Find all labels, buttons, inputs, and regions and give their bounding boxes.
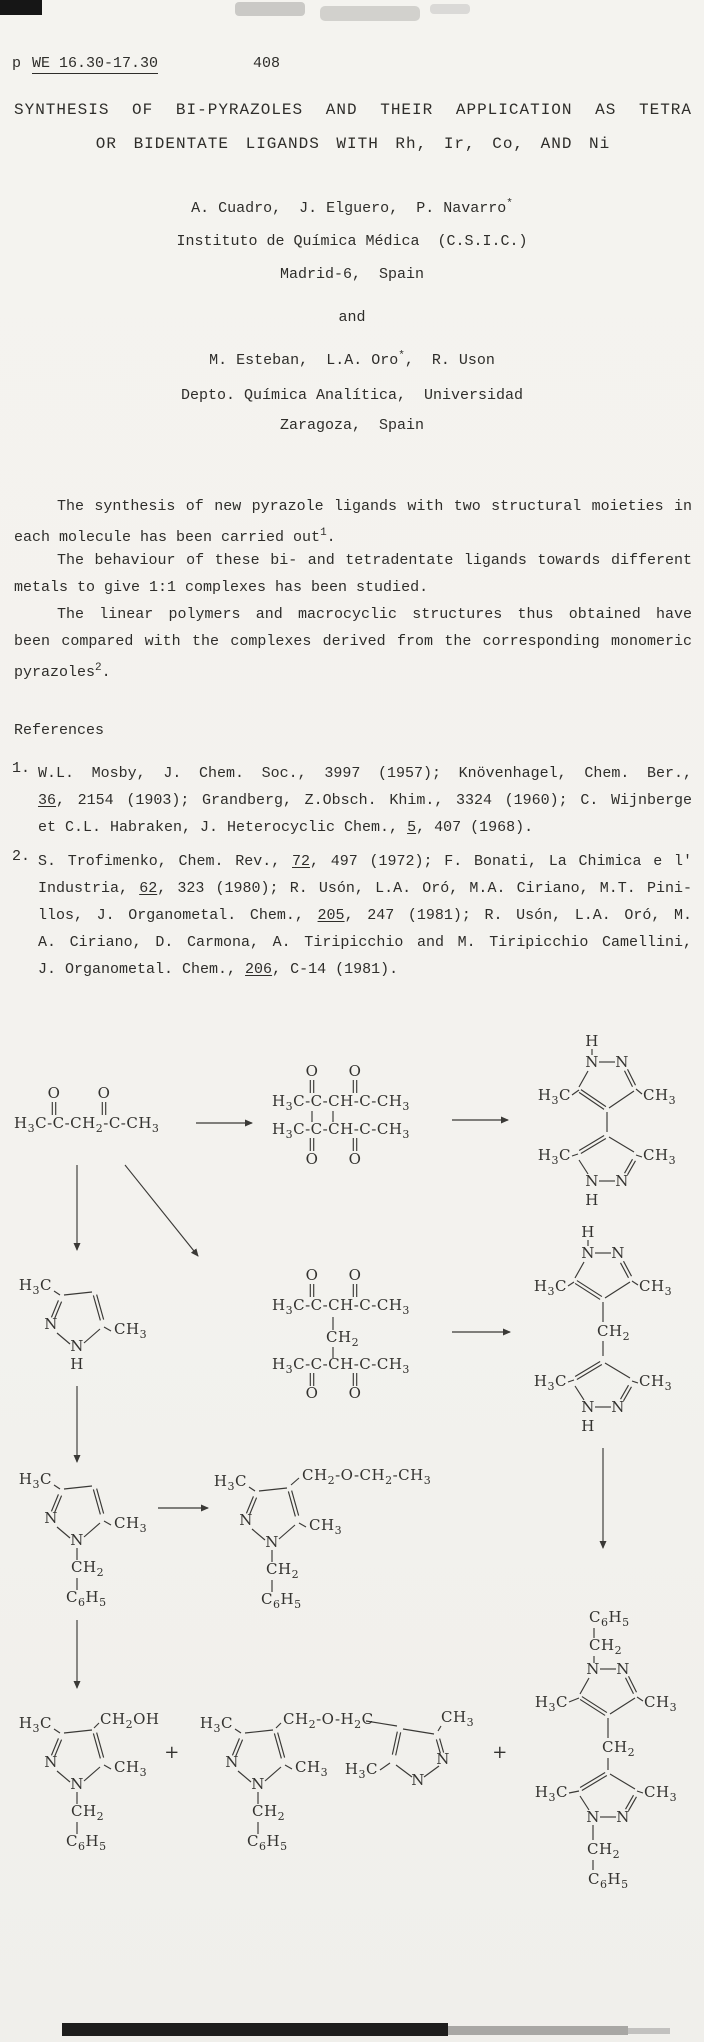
atom-label: $H_3C-C-CH-C-CH_3$ (272, 1296, 410, 1317)
atom-label: H (581, 1417, 595, 1435)
paper-title-line2: OR BIDENTATE LIGANDS WITH Rh, Ir, Co, AND Ni (95, 135, 611, 153)
bond (581, 1138, 606, 1153)
atom-label: O (305, 1266, 319, 1284)
atom-label: $H_3C-C-CH-C-CH_3$ (272, 1092, 410, 1113)
bond (64, 1730, 92, 1733)
bond (569, 1698, 579, 1702)
atom-label: N (70, 1337, 84, 1355)
atom-label: N (70, 1531, 84, 1549)
bond (628, 1069, 636, 1085)
affiliation2-line2: Zaragoza, Spain (279, 417, 425, 434)
atom-label: $CH_3$ (114, 1320, 148, 1341)
atom-label: N (615, 1053, 629, 1071)
bond (568, 1282, 574, 1286)
bond (279, 1525, 295, 1539)
atom-label: $CH_2-O-H_2C$ (283, 1710, 374, 1731)
atom-label: H (581, 1223, 595, 1241)
atom-label: O (305, 1062, 319, 1080)
bond (579, 1136, 604, 1151)
bond (285, 1765, 292, 1769)
atom-label: N (436, 1750, 450, 1768)
bond (575, 1283, 600, 1299)
atom-label: N (44, 1509, 58, 1527)
bond (625, 1678, 633, 1694)
atom-label: $CH_3$ (295, 1758, 329, 1779)
references-heading: References (14, 722, 105, 739)
atom-label: $CH_3$ (639, 1277, 673, 1298)
atom-label: $CH_2$ (326, 1328, 360, 1349)
atom-label: N (44, 1315, 58, 1333)
atom-label: O (305, 1150, 319, 1168)
atom-label: + (164, 1742, 180, 1763)
text-line: The behaviour of these bi- and tetradentate ligands towards different (57, 552, 692, 569)
reaction-arrow (125, 1165, 198, 1256)
atom-label: $CH_3$ (644, 1783, 678, 1804)
bond (579, 1071, 588, 1087)
affiliation2-line1: Depto. Química Analítica, Universidad (180, 387, 524, 404)
atom-label: $C_6H_5$ (261, 1590, 302, 1611)
atom-label: $H_3C$ (344, 1760, 378, 1781)
text-line: W.L. Mosby, J. Chem. Soc., 3997 (1957); Knövenhagel, Chem. Ber., (38, 765, 692, 782)
bond (624, 1261, 632, 1276)
bond (580, 1678, 589, 1694)
bond (609, 1137, 634, 1152)
atom-label: H (585, 1191, 599, 1209)
bond (57, 1527, 70, 1538)
atom-label: $CH_3$ (644, 1693, 678, 1714)
bond (97, 1489, 104, 1514)
atom-label: $H_3C$ (534, 1693, 568, 1714)
atom-label: N (586, 1808, 600, 1826)
bond (610, 1698, 635, 1714)
reference-2-number: 2. (12, 848, 31, 865)
text-line: metals to give 1:1 complexes has been studied. (14, 579, 429, 596)
text-line: S. Trofimenko, Chem. Rev., 72, 497 (1972); F. Bonati, La Chimica e l' (38, 853, 692, 870)
atom-label: + (492, 1742, 508, 1763)
affiliation1-line2: Madrid-6, Spain (279, 266, 425, 283)
atom-label: N (70, 1775, 84, 1793)
atom-label: O (348, 1384, 362, 1402)
header-left-mark: p (12, 55, 22, 72)
bond (577, 1281, 602, 1297)
session-code: WE 16.30-17.30 (32, 55, 159, 72)
atom-label: $CH_2$ (266, 1560, 300, 1581)
paper-title-line1: SYNTHESIS OF BI-PYRAZOLES AND THEIR APPLICATION AS TETRA (14, 101, 692, 119)
bond (637, 1697, 643, 1701)
bond (235, 1729, 241, 1733)
text-line: The linear polymers and macrocyclic structures thus obtained have (57, 606, 692, 623)
atom-label: N (44, 1753, 58, 1771)
bond (292, 1491, 299, 1516)
atom-label: $CH_2$ (252, 1802, 286, 1823)
bond (582, 1697, 607, 1713)
text-line: pyrazoles$^2$. (14, 662, 111, 681)
bond (636, 1155, 642, 1157)
bond (575, 1362, 600, 1377)
bond (568, 1380, 574, 1382)
atom-label: $CH_3$ (309, 1516, 343, 1537)
atom-label: $CH_2$ (71, 1802, 105, 1823)
atom-label: $C_6H_5$ (247, 1832, 288, 1853)
text-line: J. Organometal. Chem., 206, C-14 (1981). (38, 961, 399, 978)
bond (580, 1773, 605, 1788)
atom-label: N (611, 1398, 625, 1416)
bond (93, 1489, 100, 1514)
bond (238, 1771, 251, 1782)
atom-label: H (585, 1032, 599, 1050)
bond (632, 1381, 638, 1383)
text-line: The synthesis of new pyrazole ligands with two structural moieties in (57, 498, 692, 515)
atom-label: O (97, 1084, 111, 1102)
reference-1-number: 1. (12, 760, 31, 777)
atom-label: $H_3C-C-CH-C-CH_3$ (272, 1355, 410, 1376)
atom-label: N (586, 1660, 600, 1678)
bond (274, 1733, 281, 1758)
bond (575, 1262, 584, 1278)
bond (624, 1071, 632, 1087)
atom-label: O (348, 1150, 362, 1168)
atom-label: $CH_2$ (602, 1738, 636, 1759)
bond (605, 1282, 630, 1298)
atom-label: $CH_2OH$ (100, 1710, 160, 1731)
bond (97, 1295, 104, 1320)
text-line: 36, 2154 (1903); Grandberg, Z.Obsch. Khim., 3324 (1960); C. Wijnberge (38, 792, 692, 809)
bond (276, 1723, 281, 1728)
atom-label: N (581, 1244, 595, 1262)
authors-connector: and (338, 309, 366, 326)
atom-label: $H_3C$ (533, 1277, 567, 1298)
bond (93, 1733, 100, 1758)
atom-label: $H_3C-C-CH-C-CH_3$ (272, 1120, 410, 1141)
bond (288, 1491, 295, 1516)
atom-label: N (251, 1775, 265, 1793)
scan-artifact-bottom-bar-light (448, 2026, 628, 2035)
atom-label: $H_3C$ (199, 1714, 233, 1735)
atom-label: $H_3C$ (18, 1276, 52, 1297)
text-line: each molecule has been carried out$^1$. (14, 527, 336, 546)
atom-label: $H_3C$ (18, 1470, 52, 1491)
text-line: been compared with the complexes derived from the corresponding monomeric (14, 633, 692, 650)
bond (93, 1295, 100, 1320)
atom-label: N (411, 1771, 425, 1789)
atom-label: $H_3C$ (537, 1086, 571, 1107)
bond (104, 1521, 111, 1525)
atom-label: $H_3C$ (18, 1714, 52, 1735)
bond (104, 1327, 111, 1331)
bond (64, 1486, 92, 1489)
bond (580, 1699, 605, 1715)
bond (572, 1090, 579, 1095)
atom-label: $CH_3$ (643, 1086, 677, 1107)
bond (57, 1333, 70, 1344)
atom-label: $CH_2$ (589, 1636, 623, 1657)
atom-label: $CH_3$ (114, 1514, 148, 1535)
bond (291, 1478, 299, 1485)
atom-label: $CH_2$ (597, 1322, 631, 1343)
atom-label: O (348, 1062, 362, 1080)
bond (97, 1733, 104, 1758)
bond (637, 1791, 643, 1793)
atom-label: $C_6H_5$ (588, 1870, 629, 1891)
atom-label: O (47, 1084, 61, 1102)
bond (249, 1487, 255, 1491)
atom-label: $C_6H_5$ (66, 1832, 107, 1853)
bond (252, 1529, 265, 1540)
bond (278, 1733, 285, 1758)
atom-label: $CH_3$ (114, 1758, 148, 1779)
bond (438, 1726, 441, 1731)
bond (396, 1765, 412, 1777)
atom-label: $H_3C$ (533, 1372, 567, 1393)
bond (579, 1092, 604, 1109)
bond (605, 1363, 630, 1378)
bond (104, 1765, 111, 1769)
text-line: llos, J. Organometal. Chem., 205, 247 (1981); R. Usón, L.A. Oró, M. (38, 907, 692, 924)
atom-label: N (616, 1660, 630, 1678)
bond (54, 1729, 60, 1733)
bond (84, 1767, 100, 1781)
atom-label: N (585, 1172, 599, 1190)
atom-label: N (239, 1511, 253, 1529)
bond (403, 1729, 434, 1734)
bond (636, 1089, 642, 1094)
atom-label: $CH_3$ (441, 1708, 475, 1729)
bond (54, 1291, 60, 1295)
atom-label: N (615, 1172, 629, 1190)
atom-label: $CH_3$ (639, 1372, 673, 1393)
bond (245, 1730, 273, 1733)
authors-group2: M. Esteban, L.A. Oro*, R. Uson (209, 350, 495, 369)
bond (582, 1775, 607, 1790)
authors-group1: A. Cuadro, J. Elguero, P. Navarro* (191, 198, 513, 217)
bond (609, 1091, 634, 1108)
atom-label: N (265, 1533, 279, 1551)
bond (84, 1523, 100, 1537)
bond (259, 1488, 287, 1491)
bond (265, 1767, 281, 1781)
atom-label: N (611, 1244, 625, 1262)
atom-label: $H_3C-C-CH_2-C-CH_3$ (14, 1114, 160, 1135)
text-line: Industria, 62, 323 (1980); R. Usón, L.A. Oró, M.A. Ciriano, M.T. Pini- (38, 880, 692, 897)
atom-label: $CH_2$ (587, 1840, 621, 1861)
bond (621, 1263, 629, 1278)
atom-label: O (348, 1266, 362, 1284)
bond (380, 1763, 390, 1770)
bond (577, 1364, 602, 1379)
atom-label: N (616, 1808, 630, 1826)
bond (581, 1090, 606, 1107)
text-line: et C.L. Habraken, J. Heterocyclic Chem., 5, 407 (1968). (38, 819, 534, 836)
bond (610, 1774, 635, 1789)
bond (632, 1281, 638, 1285)
atom-label: H (70, 1355, 84, 1373)
bond (57, 1771, 70, 1782)
atom-label: O (305, 1384, 319, 1402)
bond (629, 1676, 637, 1692)
atom-label: N (225, 1753, 239, 1771)
bond (94, 1723, 99, 1728)
atom-label: $H_3C$ (537, 1146, 571, 1167)
atom-label: $C_6H_5$ (66, 1588, 107, 1609)
atom-label: N (581, 1398, 595, 1416)
affiliation1-line1: Instituto de Química Médica (C.S.I.C.) (176, 233, 528, 250)
atom-label: $H_3C$ (213, 1472, 247, 1493)
scan-artifact-bottom-bar-faint (628, 2028, 670, 2034)
atom-label: $CH_3$ (643, 1146, 677, 1167)
scan-artifact-bottom-bar (62, 2023, 448, 2036)
bond (572, 1154, 578, 1156)
bond (569, 1791, 579, 1793)
bond (54, 1485, 60, 1489)
atom-label: $H_3C$ (534, 1783, 568, 1804)
bond (64, 1292, 92, 1295)
atom-label: $C_6H_5$ (589, 1608, 630, 1629)
atom-label: N (585, 1053, 599, 1071)
bond (299, 1523, 306, 1527)
bond (84, 1329, 100, 1343)
text-line: A. Ciriano, D. Carmona, A. Tiripicchio and M. Tiripicchio Camellini, (38, 934, 692, 951)
atom-label: $CH_2-O-CH_2-CH_3$ (302, 1466, 432, 1487)
atom-label: $CH_2$ (71, 1558, 105, 1579)
page-number: 408 (253, 55, 281, 72)
